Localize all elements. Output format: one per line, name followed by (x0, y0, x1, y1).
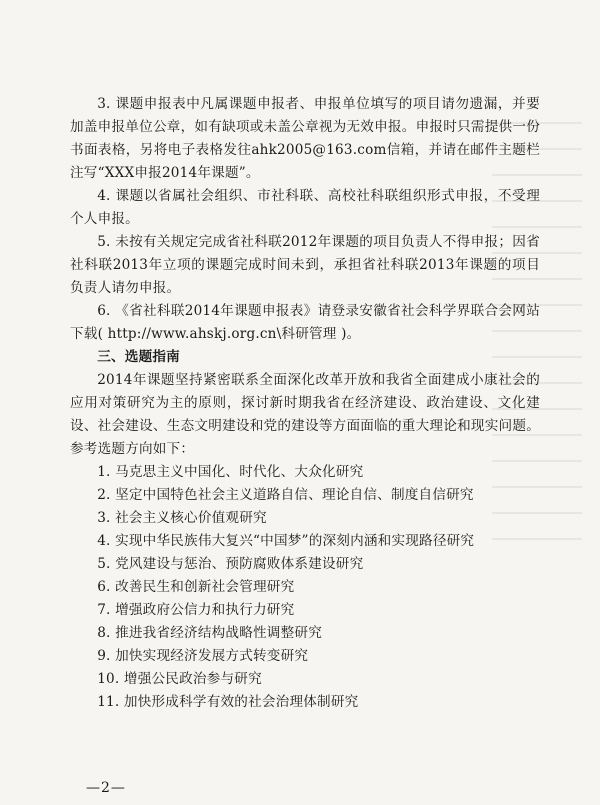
topic-list (70, 461, 540, 714)
topic-item: 2. 坚定中国特色社会主义道路自信、理论自信、制度自信研究 (97, 487, 474, 503)
paragraph-6: 6. 《省社科联2014年课题申报表》请登录安徽省社会科学界联合会网站下载( http://www.ahskj.org.cn\科研管理 )。 (70, 303, 540, 342)
document-body (70, 93, 540, 714)
paragraph-3: 3. 课题申报表中凡属课题申报者、申报单位填写的项目请勿遗漏，并要加盖申报单位公章，如有缺项或未盖公章视为无效申报。申报时只需提供一份书面表格，另将电子表格发往ahk2005@163.com信箱，并请在邮件主题栏注写“XXX申报2014年课题”。 (70, 96, 540, 181)
topic-item: 8. 推进我省经济结构战略性调整研究 (97, 625, 322, 641)
paragraph-4: 4. 课题以省属社会组织、市社科联、高校社科联组织形式申报，不受理个人申报。 (70, 188, 540, 227)
section-intro: 2014年课题坚持紧密联系全面深化改革开放和我省全面建成小康社会的应用对策研究为主的原则，探讨新时期我省在经济建设、政治建设、文化建设、社会建设、生态文明建设和党的建设等方面面临的重大理论和现实问题。参考选题方向如下： (70, 372, 540, 457)
topic-item: 7. 增强政府公信力和执行力研究 (97, 602, 295, 618)
section-heading: 三、选题指南 (97, 349, 180, 365)
topic-item: 10. 增强公民政治参与研究 (97, 671, 262, 687)
topic-item: 1. 马克思主义中国化、时代化、大众化研究 (97, 464, 364, 480)
topic-item: 5. 党风建设与惩治、预防腐败体系建设研究 (97, 556, 364, 572)
topic-item: 3. 社会主义核心价值观研究 (97, 510, 267, 526)
page-number: —2— (86, 780, 126, 796)
topic-item: 4. 实现中华民族伟大复兴“中国梦”的深刻内涵和实现路径研究 (97, 533, 475, 549)
paragraph-5: 5. 未按有关规定完成省社科联2012年课题的项目负责人不得申报；因省社科联2013年立项的课题完成时间未到，承担省社科联2013年课题的项目负责人请勿申报。 (70, 234, 540, 296)
topic-item: 9. 加快实现经济发展方式转变研究 (97, 648, 309, 664)
topic-item: 11. 加快形成科学有效的社会治理体制研究 (97, 694, 359, 710)
topic-item: 6. 改善民生和创新社会管理研究 (97, 579, 295, 595)
